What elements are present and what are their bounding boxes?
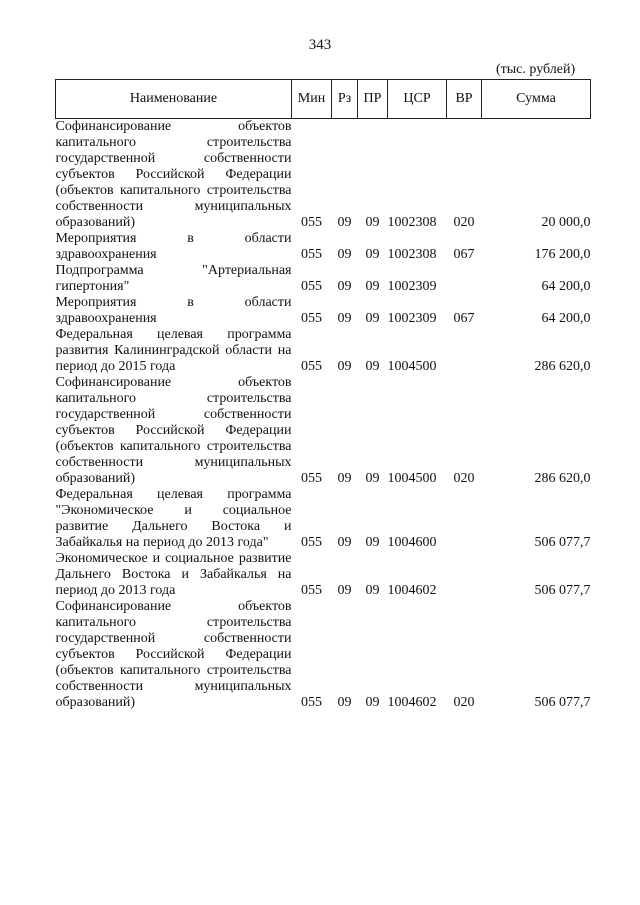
header-csr: ЦСР bbox=[388, 80, 447, 119]
row-pr: 09 bbox=[365, 215, 380, 230]
table-row bbox=[56, 599, 591, 711]
row-rz: 09 bbox=[337, 311, 352, 326]
row-min: 055 bbox=[301, 471, 322, 486]
row-name: Софинансирование объектов капитального строительства государственной собственности субъектов Российской Федерации (объектов капитального строительства собственности муниципальных образований) bbox=[55, 375, 292, 486]
row-name: Софинансирование объектов капитального строительства государственной собственности субъектов Российской Федерации (объектов капитального строительства собственности муниципальных образований) bbox=[55, 119, 292, 230]
row-pr: 09 bbox=[365, 359, 380, 374]
row-rz: 09 bbox=[337, 247, 352, 262]
row-csr: 1004602 bbox=[387, 583, 437, 598]
table-row bbox=[56, 295, 591, 327]
row-min: 055 bbox=[301, 583, 322, 598]
row-name: Мероприятия в области здравоохранения bbox=[55, 231, 292, 262]
table-row bbox=[56, 487, 591, 551]
table-row bbox=[56, 263, 591, 295]
row-csr: 1002309 bbox=[387, 279, 437, 294]
row-rz: 09 bbox=[337, 535, 352, 550]
row-rz: 09 bbox=[337, 279, 352, 294]
row-name: Федеральная целевая программа развития Калининградской области на период до 2015 года bbox=[55, 327, 292, 374]
row-vr: 067 bbox=[453, 311, 475, 326]
row-sum: 64 200,0 bbox=[541, 311, 591, 326]
row-csr: 1004500 bbox=[387, 359, 437, 374]
row-rz: 09 bbox=[337, 359, 352, 374]
row-rz: 09 bbox=[337, 215, 352, 230]
row-name: Экономическое и социальное развитие Дальнего Востока и Забайкалья на период до 2013 года bbox=[55, 551, 292, 598]
table-row bbox=[56, 375, 591, 487]
row-name: Федеральная целевая программа "Экономическое и социальное развитие Дальнего Востока и Забайкалья на период до 2013 года" bbox=[55, 487, 292, 550]
row-pr: 09 bbox=[365, 247, 380, 262]
row-csr: 1002308 bbox=[387, 247, 437, 262]
row-csr: 1002308 bbox=[387, 215, 437, 230]
table-row bbox=[56, 119, 591, 232]
row-vr bbox=[447, 263, 482, 295]
row-rz: 09 bbox=[337, 695, 352, 710]
table-row bbox=[56, 327, 591, 375]
row-min: 055 bbox=[301, 311, 322, 326]
row-vr: 020 bbox=[453, 471, 475, 486]
row-pr: 09 bbox=[365, 535, 380, 550]
row-sum: 20 000,0 bbox=[541, 215, 591, 230]
row-csr: 1004602 bbox=[387, 695, 437, 710]
row-rz: 09 bbox=[337, 471, 352, 486]
row-min: 055 bbox=[301, 215, 322, 230]
row-pr: 09 bbox=[365, 583, 380, 598]
row-sum: 506 077,7 bbox=[534, 535, 591, 550]
header-pr: ПР bbox=[358, 80, 388, 119]
row-pr: 09 bbox=[365, 279, 380, 294]
header-min: Мин bbox=[292, 80, 332, 119]
row-vr bbox=[447, 551, 482, 599]
row-sum: 176 200,0 bbox=[534, 247, 591, 262]
row-csr: 1002309 bbox=[387, 311, 437, 326]
row-sum: 506 077,7 bbox=[534, 695, 591, 710]
table-row bbox=[56, 551, 591, 599]
row-sum: 286 620,0 bbox=[534, 471, 591, 486]
header-name: Наименование bbox=[56, 80, 292, 119]
row-pr: 09 bbox=[365, 471, 380, 486]
row-min: 055 bbox=[301, 279, 322, 294]
row-name: Софинансирование объектов капитального строительства государственной собственности субъектов Российской Федерации (объектов капитального строительства собственности муниципальных образований) bbox=[55, 599, 292, 710]
header-sum: Сумма bbox=[482, 80, 591, 119]
row-pr: 09 bbox=[365, 311, 380, 326]
row-min: 055 bbox=[301, 247, 322, 262]
budget-table bbox=[55, 79, 591, 711]
row-rz: 09 bbox=[337, 583, 352, 598]
page-number: 343 bbox=[308, 37, 332, 53]
row-csr: 1004500 bbox=[387, 471, 437, 486]
row-sum: 286 620,0 bbox=[534, 359, 591, 374]
row-name: Подпрограмма "Артериальная гипертония" bbox=[55, 263, 292, 294]
row-vr: 067 bbox=[453, 247, 475, 262]
units-note: (тыс. рублей) bbox=[496, 62, 576, 77]
row-vr bbox=[447, 327, 482, 375]
row-pr: 09 bbox=[365, 695, 380, 710]
table-header-row bbox=[56, 80, 591, 119]
row-sum: 64 200,0 bbox=[541, 279, 591, 294]
header-rz: Рз bbox=[332, 80, 358, 119]
row-csr: 1004600 bbox=[387, 535, 437, 550]
table-row bbox=[56, 231, 591, 263]
header-vr: ВР bbox=[447, 80, 482, 119]
row-sum: 506 077,7 bbox=[534, 583, 591, 598]
row-min: 055 bbox=[301, 359, 322, 374]
row-min: 055 bbox=[301, 535, 322, 550]
row-min: 055 bbox=[301, 695, 322, 710]
row-vr bbox=[447, 487, 482, 551]
row-vr: 020 bbox=[453, 695, 475, 710]
row-vr: 020 bbox=[453, 215, 475, 230]
row-name: Мероприятия в области здравоохранения bbox=[55, 295, 292, 326]
